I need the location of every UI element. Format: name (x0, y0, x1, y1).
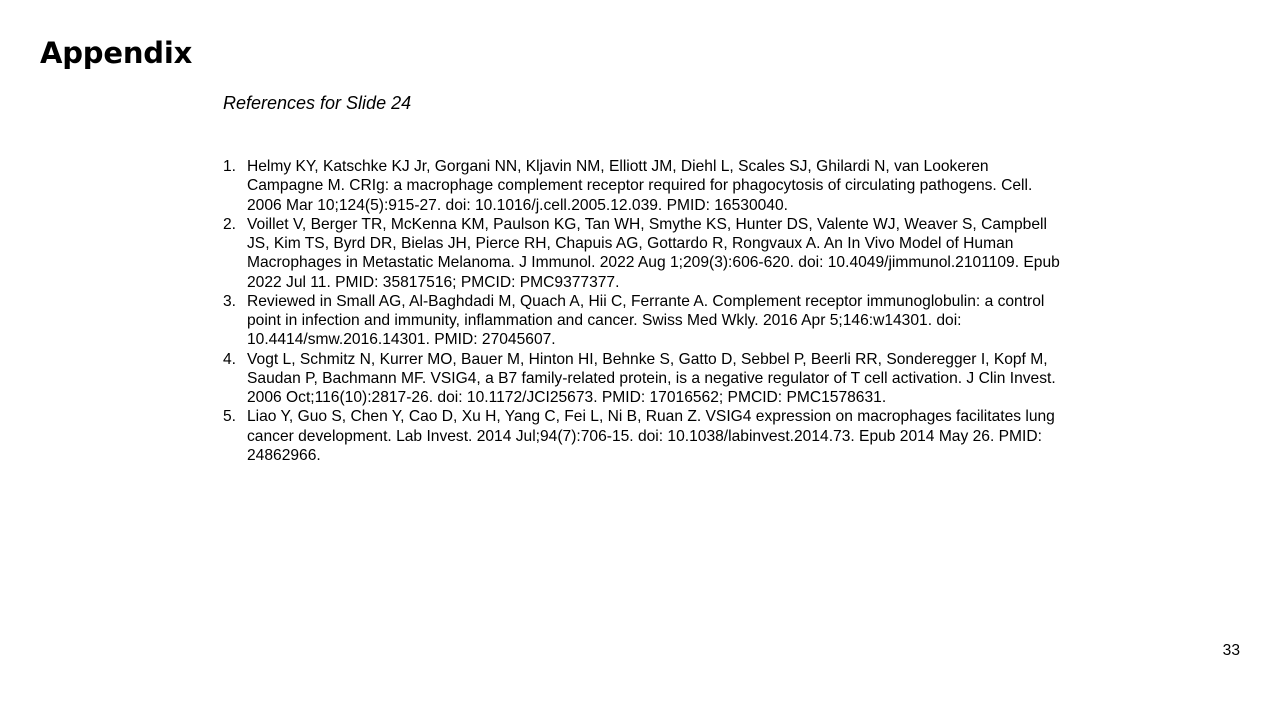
reference-item (223, 157, 1063, 215)
references-subtitle: References for Slide 24 (223, 93, 412, 113)
reference-item (223, 215, 1063, 292)
page-number: 33 (1222, 642, 1240, 659)
slide-title: Appendix (40, 36, 193, 70)
reference-text: Vogt L, Schmitz N, Kurrer MO, Bauer M, Hinton HI, Behnke S, Gatto D, Sebbel P, Beerli RR, Sonderegger I, Kopf M, Saudan P, Bachmann MF. VSIG4, a B7 family-related protein, is a negative regulator of T cell activation. J Clin Invest. 2006 Oct;116(10):2817-26. doi: 10.1172/JCI25673. PMID: 17016562; PMCID: PMC1578631. (247, 350, 1056, 406)
reference-item (223, 350, 1063, 408)
reference-text: Reviewed in Small AG, Al-Baghdadi M, Quach A, Hii C, Ferrante A. Complement receptor immunoglobulin: a control point in infection and immunity, inflammation and cancer. Swiss Med Wkly. 2016 Apr 5;146:w14301. doi: 10.4414/smw.2016.14301. PMID: 27045607. (247, 292, 1045, 349)
reference-list (223, 157, 1063, 465)
reference-item (223, 292, 1063, 350)
reference-text: Helmy KY, Katschke KJ Jr, Gorgani NN, Kljavin NM, Elliott JM, Diehl L, Scales SJ, Ghilardi N, van Lookeren Campagne M. CRIg: a macrophage complement receptor required for phagocytosis of circulating pathogens. Cell. 2006 Mar 10;124(5):915-27. doi: 10.1016/j.cell.2005.12.039. PMID: 16530040. (247, 158, 1033, 214)
reference-text: Voillet V, Berger TR, McKenna KM, Paulson KG, Tan WH, Smythe KS, Hunter DS, Valente WJ, Weaver S, Campbell JS, Kim TS, Byrd DR, Bielas JH, Pierce RH, Chapuis AG, Gottardo R, Rongvaux A. An In Vivo Model of Human Macrophages in Metastatic Melanoma. J Immunol. 2022 Aug 1;209(3):606-620. doi: 10.4049/jimmunol.2101109. Epub 2022 Jul 11. PMID: 35817516; PMCID: PMC9377377. (247, 215, 1060, 291)
reference-number: 3. (223, 292, 237, 310)
reference-number: 5. (223, 408, 237, 426)
reference-number: 1. (223, 158, 237, 175)
reference-number: 2. (223, 215, 237, 233)
reference-number: 4. (223, 350, 237, 368)
reference-item (223, 407, 1063, 465)
reference-text: Liao Y, Guo S, Chen Y, Cao D, Xu H, Yang C, Fei L, Ni B, Ruan Z. VSIG4 expression on macrophages facilitates lung cancer development. Lab Invest. 2014 Jul;94(7):706-15. doi: 10.1038/labinvest.2014.73. Epub 2014 May 26. PMID: 24862966. (247, 408, 1055, 464)
